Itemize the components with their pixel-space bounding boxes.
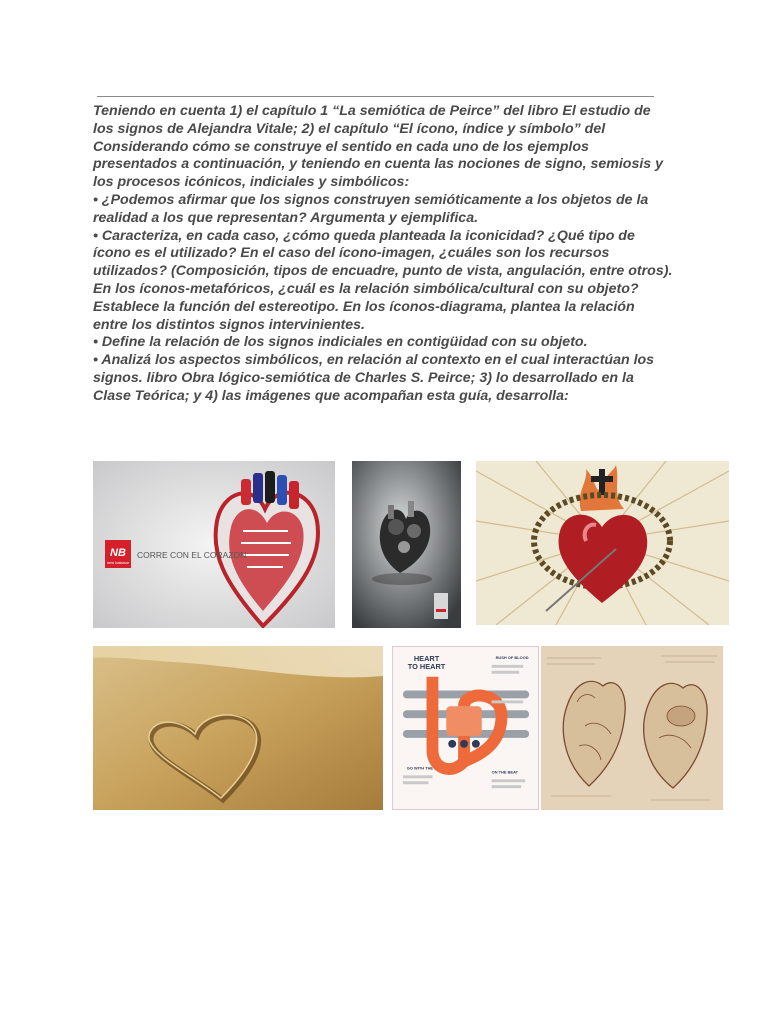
davinci-heart-sketch-image bbox=[541, 646, 723, 810]
sneaker-heart-ad-image bbox=[93, 461, 335, 628]
bullet-2: • Caracteriza, en cada caso, ¿cómo queda planteada la iconicidad? ¿Qué tipo de ícono es el utilizado? En el caso del ícono-imagen, ¿cuáles son los recursos utilizados? (Composición, tipos de encuadre, punto de vista, angulación, entre otros). En los íconos-metafóricos, ¿cuál es la relación simbólica/cultural con su objeto? Establece la función del estereotipo. En los íconos-diagrama, plantea la relación entre los distintos signos intervinientes. bbox=[93, 227, 673, 333]
infographic-title-1: HEART bbox=[413, 653, 440, 663]
infographic-section-4: ON THE BEAT bbox=[491, 769, 519, 775]
svg-text:NB: NB bbox=[110, 547, 126, 559]
mechanical-heart-image bbox=[352, 461, 461, 628]
bullet-3: • Define la relación de los signos indiciales en contigüidad con su objeto. bbox=[93, 334, 588, 351]
infographic-section-1: RUSH OF BLOOD bbox=[495, 654, 529, 660]
heart-infographic-image bbox=[392, 646, 539, 810]
bullet-1: • ¿Podemos afirmar que los signos construyen semióticamente a los objetos de la realidad a los que representan? Argumenta y ejemplifica. bbox=[93, 191, 649, 226]
sacred-heart-image bbox=[476, 461, 729, 625]
infographic-title-2: TO HEART bbox=[407, 661, 446, 671]
assignment-text bbox=[93, 103, 673, 406]
intro-paragraph: Teniendo en cuenta 1) el capítulo 1 “La semiótica de Peirce” del libro El estudio de los signos de Alejandra Vitale; 2) el capítulo “El ícono, índice y símbolo” del Considerando cómo se construye el sentido en cada uno de los ejemplos presentados a continuación, y teniendo en cuenta las nociones de signo, semiosis y los procesos icónicos, indiciales y simbólicos: bbox=[93, 103, 664, 191]
ad-tagline: CORRE CON EL CORAZON bbox=[137, 550, 247, 560]
bullet-4: • Analizá los aspectos simbólicos, en relación al contexto en el cual interactúan los signos. libro Obra lógico-semiótica de Charles S. Peirce; 3) lo desarrollado en la Clase Teórica; y 4) las imágenes que acompañan esta guía, desarrolla: bbox=[93, 352, 655, 404]
infographic-section-3: GO WITH THE FLOW bbox=[406, 765, 446, 771]
sand-heart-image bbox=[93, 646, 383, 810]
brand-label: new balance bbox=[106, 560, 130, 565]
top-divider bbox=[97, 96, 654, 97]
